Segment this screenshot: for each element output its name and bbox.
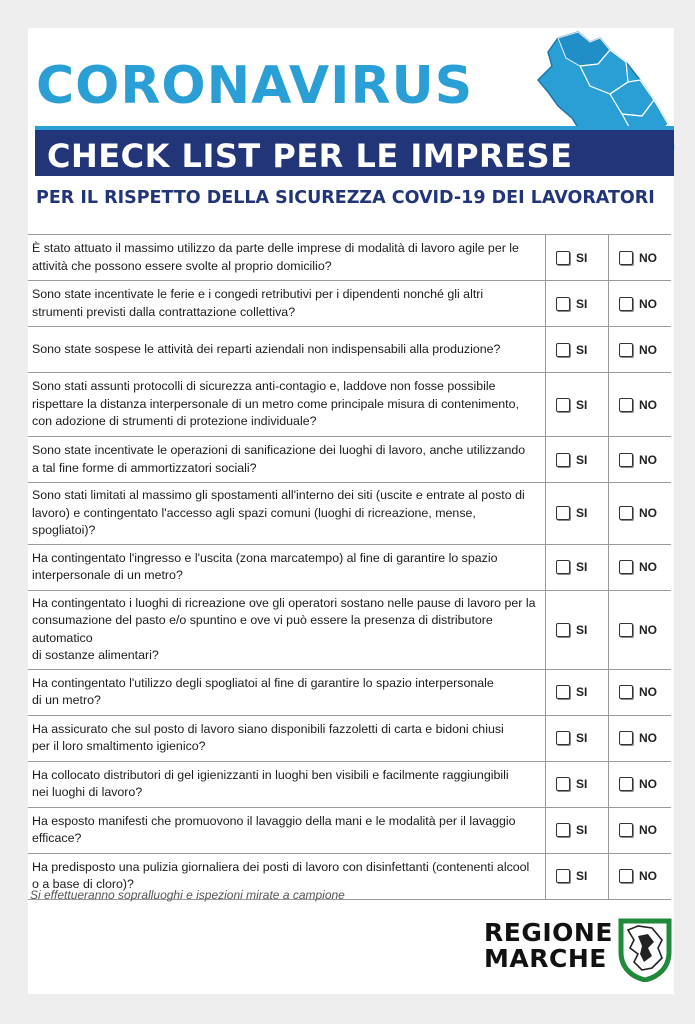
checklist-row <box>28 715 671 761</box>
option-no-label: NO <box>639 685 657 699</box>
checklist-row <box>28 373 671 437</box>
checklist-row <box>28 544 671 590</box>
question-text: Ha contingentato l'utilizzo degli spogliatoi al fine di garantire lo spazio interpersonale di un metro? <box>28 669 546 715</box>
option-yes-label: SI <box>576 342 588 357</box>
option-no-label: NO <box>639 397 657 412</box>
question-text: È stato attuato il massimo utilizzo da parte delle imprese di modalità di lavoro agile per le attività che possono essere svolte al proprio domicilio? <box>28 235 546 281</box>
question-text: Sono state incentivate le ferie e i congedi retributivi per i dipendenti nonché gli altri strumenti previsti dalla contrattazione collettiva? <box>28 281 546 327</box>
banner-text: CHECK LIST PER LE IMPRESE <box>47 137 573 175</box>
option-yes-label: SI <box>576 452 588 467</box>
checkbox-icon[interactable] <box>556 685 570 699</box>
option-no-label: NO <box>639 296 657 311</box>
option-yes-label: SI <box>576 250 588 265</box>
footnote: Si effettueranno sopralluoghi e ispezioni mirate a campione <box>30 888 345 902</box>
option-yes-label: SI <box>576 560 588 574</box>
checkbox-icon[interactable] <box>556 453 570 467</box>
checkbox-icon[interactable] <box>619 777 633 791</box>
checkbox-icon[interactable] <box>556 823 570 837</box>
page-title: CORONAVIRUS <box>36 56 474 116</box>
title-banner <box>35 126 674 176</box>
option-no-cell[interactable] <box>609 669 672 715</box>
checklist-row <box>28 235 671 281</box>
checklist-table <box>28 234 671 900</box>
option-no-cell[interactable] <box>609 483 672 545</box>
checkbox-icon[interactable] <box>619 398 633 412</box>
option-yes-label: SI <box>576 397 588 412</box>
checklist-row <box>28 669 671 715</box>
checkbox-icon[interactable] <box>556 398 570 412</box>
option-no-label: NO <box>639 452 657 467</box>
logo-line-2: MARCHE <box>484 944 607 973</box>
option-yes-cell[interactable] <box>546 235 609 281</box>
option-yes-label: SI <box>576 506 588 521</box>
page-subtitle: PER IL RISPETTO DELLA SICUREZZA COVID-19 DEI LAVORATORI <box>36 188 655 208</box>
checklist-row <box>28 327 671 373</box>
option-yes-cell[interactable] <box>546 761 609 807</box>
checklist-row <box>28 761 671 807</box>
question-text: Sono stati limitati al massimo gli spostamenti all'interno dei siti (uscite e entrate al posto di lavoro) e contingentato l'accesso agli spazi comuni (luoghi di ricreazione, mense, spogliatoi)? <box>28 483 546 545</box>
checklist-row <box>28 807 671 853</box>
option-no-cell[interactable] <box>609 235 672 281</box>
checkbox-icon[interactable] <box>556 506 570 520</box>
logo-line-1: REGIONE <box>484 918 613 947</box>
checkbox-icon[interactable] <box>556 869 570 883</box>
checkbox-icon[interactable] <box>556 251 570 265</box>
question-text: Sono state sospese le attività dei reparti aziendali non indispensabili alla produzione? <box>28 327 546 373</box>
option-yes-cell[interactable] <box>546 590 609 669</box>
option-no-label: NO <box>639 506 657 521</box>
option-no-cell[interactable] <box>609 437 672 483</box>
option-yes-cell[interactable] <box>546 544 609 590</box>
option-no-label: NO <box>639 731 657 745</box>
option-yes-label: SI <box>576 685 588 699</box>
option-yes-label: SI <box>576 869 588 883</box>
option-yes-cell[interactable] <box>546 715 609 761</box>
option-no-cell[interactable] <box>609 327 672 373</box>
option-yes-cell[interactable] <box>546 669 609 715</box>
option-no-cell[interactable] <box>609 590 672 669</box>
option-no-label: NO <box>639 342 657 357</box>
checkbox-icon[interactable] <box>619 453 633 467</box>
option-no-label: NO <box>639 777 657 791</box>
question-text: Ha esposto manifesti che promuovono il lavaggio della mani e le modalità per il lavaggio efficace? <box>28 807 546 853</box>
option-yes-cell[interactable] <box>546 483 609 545</box>
question-text: Ha assicurato che sul posto di lavoro siano disponibili fazzoletti di carta e bidoni chiusi per il loro smaltimento igienico? <box>28 715 546 761</box>
question-text: Sono stati assunti protocolli di sicurezza anti-contagio e, laddove non fosse possibile rispettare la distanza interpersonale di un metro come principale misura di contenimento, con adozione di strumenti di protezione individuale? <box>28 373 546 437</box>
option-no-cell[interactable] <box>609 715 672 761</box>
option-yes-cell[interactable] <box>546 373 609 437</box>
checkbox-icon[interactable] <box>619 685 633 699</box>
option-yes-label: SI <box>576 622 588 637</box>
option-no-cell[interactable] <box>609 281 672 327</box>
option-yes-cell[interactable] <box>546 281 609 327</box>
checkbox-icon[interactable] <box>556 731 570 745</box>
option-no-cell[interactable] <box>609 544 672 590</box>
checkbox-icon[interactable] <box>619 823 633 837</box>
checkbox-icon[interactable] <box>619 506 633 520</box>
checkbox-icon[interactable] <box>619 343 633 357</box>
option-no-label: NO <box>639 560 657 574</box>
checklist-row <box>28 281 671 327</box>
checkbox-icon[interactable] <box>556 777 570 791</box>
option-no-cell[interactable] <box>609 761 672 807</box>
question-text: Ha collocato distributori di gel igienizzanti in luoghi ben visibili e facilmente raggiungibili nei luoghi di lavoro? <box>28 761 546 807</box>
checklist-row <box>28 483 671 545</box>
checkbox-icon[interactable] <box>619 297 633 311</box>
checkbox-icon[interactable] <box>619 251 633 265</box>
question-text: Ha contingentato l'ingresso e l'uscita (zona marcatempo) al fine di garantire lo spazio interpersonale di un metro? <box>28 544 546 590</box>
question-text: Ha contingentato i luoghi di ricreazione ove gli operatori sostano nelle pause di lavoro per la consumazione del pasto e/o spuntino e ove vi può essere la presenza di distributore automatico di sostanze alimentari? <box>28 590 546 669</box>
checkbox-icon[interactable] <box>556 297 570 311</box>
question-text: Ha predisposto una pulizia giornaliera dei posti di lavoro con disinfettanti (contenenti alcool o a base di cloro)? <box>28 853 546 899</box>
checkbox-icon[interactable] <box>619 869 633 883</box>
checkbox-icon[interactable] <box>556 623 570 637</box>
option-no-cell[interactable] <box>609 807 672 853</box>
option-yes-cell[interactable] <box>546 807 609 853</box>
checkbox-icon[interactable] <box>619 623 633 637</box>
option-yes-label: SI <box>576 823 588 837</box>
option-yes-cell[interactable] <box>546 437 609 483</box>
option-no-label: NO <box>639 869 657 883</box>
checklist-row <box>28 590 671 669</box>
option-yes-label: SI <box>576 296 588 311</box>
regione-marche-crest-icon <box>618 918 672 982</box>
checkbox-icon[interactable] <box>619 560 633 574</box>
checklist-row <box>28 437 671 483</box>
option-no-label: NO <box>639 823 657 837</box>
checkbox-icon[interactable] <box>619 731 633 745</box>
option-no-cell[interactable] <box>609 373 672 437</box>
option-yes-cell[interactable] <box>546 853 609 899</box>
checklist-sheet <box>28 28 674 994</box>
question-text: Sono state incentivate le operazioni di sanificazione dei luoghi di lavoro, anche utilizzando a tal fine forme di ammortizzatori sociali? <box>28 437 546 483</box>
checkbox-icon[interactable] <box>556 560 570 574</box>
option-yes-cell[interactable] <box>546 327 609 373</box>
option-no-label: NO <box>639 250 657 265</box>
option-yes-label: SI <box>576 731 588 745</box>
regione-marche-logo-text <box>484 920 613 972</box>
option-no-label: NO <box>639 622 657 637</box>
checkbox-icon[interactable] <box>556 343 570 357</box>
option-no-cell[interactable] <box>609 853 672 899</box>
option-yes-label: SI <box>576 777 588 791</box>
